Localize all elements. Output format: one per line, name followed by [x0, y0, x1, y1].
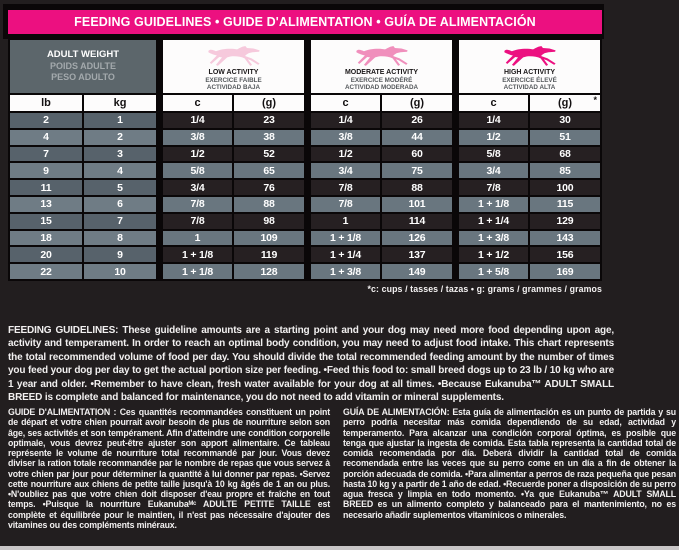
- amount-cell: 109: [234, 231, 304, 246]
- unit-header-cell: (g) *: [530, 95, 600, 111]
- activity-group-label: EXERCICE FAIBLE: [205, 76, 262, 84]
- amount-cell: 1 + 1/4: [459, 214, 528, 229]
- weight-cell: 13: [10, 197, 82, 212]
- amount-cell: 1 + 1/8: [163, 247, 232, 262]
- amount-cell: 65: [234, 163, 304, 178]
- unit-header-cell: lb: [10, 95, 82, 111]
- asterisk-marker: *: [593, 95, 597, 105]
- paragraph-spanish: GUÍA DE ALIMENTACIÓN: Esta guía de alimentación es un punto de partida y su perro podría necesitar más comida dependiendo de su edad, actividad y temperamento. Para alcanzar una condición corporal óptima, es posible que tenga que ajustar la ingesta de comida. Esta tabla representa la cantidad total de comida recomendada por día. Deberá dividir la cantidad total de comida recomendada entre las veces que su perro come en un día a fin de obtener la porción adecuada de comida. •Para alimentar a perros de raza pequeña que pesan hasta 10 kg y a partir de 1 año de edad. •Recuerde poner a disposición de su perro agua fresca y limpia en todo momento. •Ya que Eukanuba™ ADULT SMALL BREED es un alimento completo y balanceado para el mantenimiento, no es necesario añadir suplementos vitamínicos o minerales.: [343, 407, 676, 520]
- amount-cell: 7/8: [163, 197, 232, 212]
- adult-weight-header-line: POIDS ADULTE: [49, 61, 116, 72]
- weight-cell: 20: [10, 247, 82, 262]
- activity-group-header: [459, 40, 600, 93]
- paragraph-french: GUIDE D'ALIMENTATION : Ces quantités recommandées constituent un point de départ et votre chien pourrait avoir besoin de plus de nourriture selon son âge, ses activités et son tempérament. Afin d'atteindre une condition corporelle optimale, vous devrez peut-être ajuster son apport alimentaire. Ce tableau représente le volume de nourriture total recommandé par jour. Vous devez diviser la ration totale recommandée par le nombre de repas que vous servez à votre chien par jour pour déterminer la quantité à lui donner par repas. •Servez cette nourriture aux chiens de petite taille jusqu'à 10 kg âgés de 1 an ou plus. •N'oubliez pas que votre chien doit disposer d'eau propre et fraîche en tout temps. •Puisque la nourriture Eukanubaᴹᶜ ADULTE PETITE TAILLE est complète et équilibrée pour le maintien, il n'est pas nécessaire d'ajouter des vitamines ou des compléments minéraux.: [8, 407, 330, 530]
- weight-cell: 4: [10, 130, 82, 145]
- weight-cell: 9: [10, 163, 82, 178]
- unit-header-cell: c: [311, 95, 380, 111]
- weight-cell: 9: [84, 247, 156, 262]
- paragraph-english: FEEDING GUIDELINES: These guideline amounts are a starting point and your dog may need more food depending upon age, activity and temperament. In order to reach an optimal body condition, you may need to adjust food intake. This chart represents the total recommended volume of food per day. You should divide the total recommended feeding amount by the number of times you feed your dog per day to get the actual portion size per feeding. •Feed this food to: small breed dogs up to 23 lb / 10 kg who are 1 year and older. •Remember to have clean, fresh water available for your dog at all times. •Because Eukanuba™ ADULT SMALL BREED is complete and balanced for maintenance, you do not need to add vitamin or mineral supplements.: [8, 325, 614, 404]
- activity-group-label: LOW ACTIVITY: [208, 69, 259, 77]
- amount-cell: 1: [311, 214, 380, 229]
- running-dog-icon: [207, 44, 261, 68]
- banner-title: FEEDING GUIDELINES • GUIDE D'ALIMENTATION • GUÍA DE ALIMENTACIÓN: [8, 10, 602, 34]
- activity-group-label: MODERATE ACTIVITY: [344, 69, 419, 77]
- amount-cell: 85: [530, 163, 600, 178]
- amount-cell: 23: [234, 113, 304, 128]
- weight-cell: 10: [84, 264, 156, 279]
- amount-cell: 1/4: [311, 113, 380, 128]
- units-footnote: *c: cups / tasses / tazas • g: grams / grammes / gramos: [367, 284, 602, 294]
- weight-cell: 3: [84, 147, 156, 162]
- unit-header-cell: kg: [84, 95, 156, 111]
- weight-cell: 22: [10, 264, 82, 279]
- weight-cell: 7: [84, 214, 156, 229]
- amount-cell: 137: [382, 247, 452, 262]
- amount-cell: 1 + 5/8: [459, 264, 528, 279]
- amount-cell: 5/8: [459, 147, 528, 162]
- weight-cell: 8: [84, 231, 156, 246]
- amount-cell: 7/8: [311, 197, 380, 212]
- unit-header-cell: (g): [382, 95, 452, 111]
- amount-cell: 115: [530, 197, 600, 212]
- feeding-table: [8, 38, 602, 281]
- weight-cell: 6: [84, 197, 156, 212]
- amount-cell: 149: [382, 264, 452, 279]
- amount-cell: 1 + 3/8: [459, 231, 528, 246]
- amount-cell: 143: [530, 231, 600, 246]
- amount-cell: 1 + 1/8: [163, 264, 232, 279]
- amount-cell: 114: [382, 214, 452, 229]
- amount-cell: 119: [234, 247, 304, 262]
- running-dog-icon: [503, 44, 557, 68]
- activity-group-header: [163, 40, 304, 93]
- amount-cell: 100: [530, 180, 600, 195]
- amount-cell: 1 + 1/2: [459, 247, 528, 262]
- weight-cell: 2: [84, 130, 156, 145]
- amount-cell: 3/4: [459, 163, 528, 178]
- running-dog-icon: [355, 44, 409, 68]
- activity-group-label: HIGH ACTIVITY: [503, 69, 556, 77]
- weight-cell: 4: [84, 163, 156, 178]
- amount-cell: 5/8: [163, 163, 232, 178]
- amount-cell: 1/4: [163, 113, 232, 128]
- amount-cell: 1 + 1/4: [311, 247, 380, 262]
- amount-cell: 3/8: [163, 130, 232, 145]
- amount-cell: 7/8: [163, 214, 232, 229]
- amount-cell: 75: [382, 163, 452, 178]
- amount-cell: 26: [382, 113, 452, 128]
- amount-cell: 156: [530, 247, 600, 262]
- amount-cell: 68: [530, 147, 600, 162]
- activity-group-label: EXERCICE ÉLEVÉ: [502, 76, 557, 84]
- weight-cell: 7: [10, 147, 82, 162]
- amount-cell: 51: [530, 130, 600, 145]
- activity-group-header: [311, 40, 452, 93]
- amount-cell: 38: [234, 130, 304, 145]
- amount-cell: 1/2: [311, 147, 380, 162]
- amount-cell: 1: [163, 231, 232, 246]
- weight-cell: 5: [84, 180, 156, 195]
- amount-cell: 1 + 1/8: [459, 197, 528, 212]
- amount-cell: 30: [530, 113, 600, 128]
- amount-cell: 128: [234, 264, 304, 279]
- amount-cell: 1 + 1/8: [311, 231, 380, 246]
- amount-cell: 3/8: [311, 130, 380, 145]
- activity-group-label: ACTIVIDAD BAJA: [206, 83, 261, 91]
- unit-header-cell: c: [459, 95, 528, 111]
- adult-weight-header: [10, 40, 156, 93]
- unit-header-cell: c: [163, 95, 232, 111]
- amount-cell: 44: [382, 130, 452, 145]
- amount-cell: 1/2: [163, 147, 232, 162]
- amount-cell: 7/8: [311, 180, 380, 195]
- amount-cell: 76: [234, 180, 304, 195]
- weight-cell: 15: [10, 214, 82, 229]
- activity-group-label: ACTIVIDAD ALTA: [503, 83, 556, 91]
- amount-cell: 7/8: [459, 180, 528, 195]
- amount-cell: 3/4: [163, 180, 232, 195]
- amount-cell: 101: [382, 197, 452, 212]
- unit-header-cell: (g): [234, 95, 304, 111]
- activity-group-label: ACTIVIDAD MODERADA: [344, 83, 419, 91]
- weight-cell: 11: [10, 180, 82, 195]
- adult-weight-header-line: ADULT WEIGHT: [46, 49, 120, 61]
- weight-cell: 1: [84, 113, 156, 128]
- amount-cell: 126: [382, 231, 452, 246]
- weight-cell: 2: [10, 113, 82, 128]
- amount-cell: 60: [382, 147, 452, 162]
- amount-cell: 88: [234, 197, 304, 212]
- amount-cell: 3/4: [311, 163, 380, 178]
- amount-cell: 98: [234, 214, 304, 229]
- amount-cell: 169: [530, 264, 600, 279]
- amount-cell: 1/2: [459, 130, 528, 145]
- amount-cell: 1/4: [459, 113, 528, 128]
- amount-cell: 129: [530, 214, 600, 229]
- adult-weight-header-line: PESO ADULTO: [51, 72, 115, 83]
- amount-cell: 52: [234, 147, 304, 162]
- bottom-edge-strip: [0, 546, 679, 550]
- amount-cell: 88: [382, 180, 452, 195]
- activity-group-label: EXERCICE MODÉRÉ: [350, 76, 413, 84]
- weight-cell: 18: [10, 231, 82, 246]
- amount-cell: 1 + 3/8: [311, 264, 380, 279]
